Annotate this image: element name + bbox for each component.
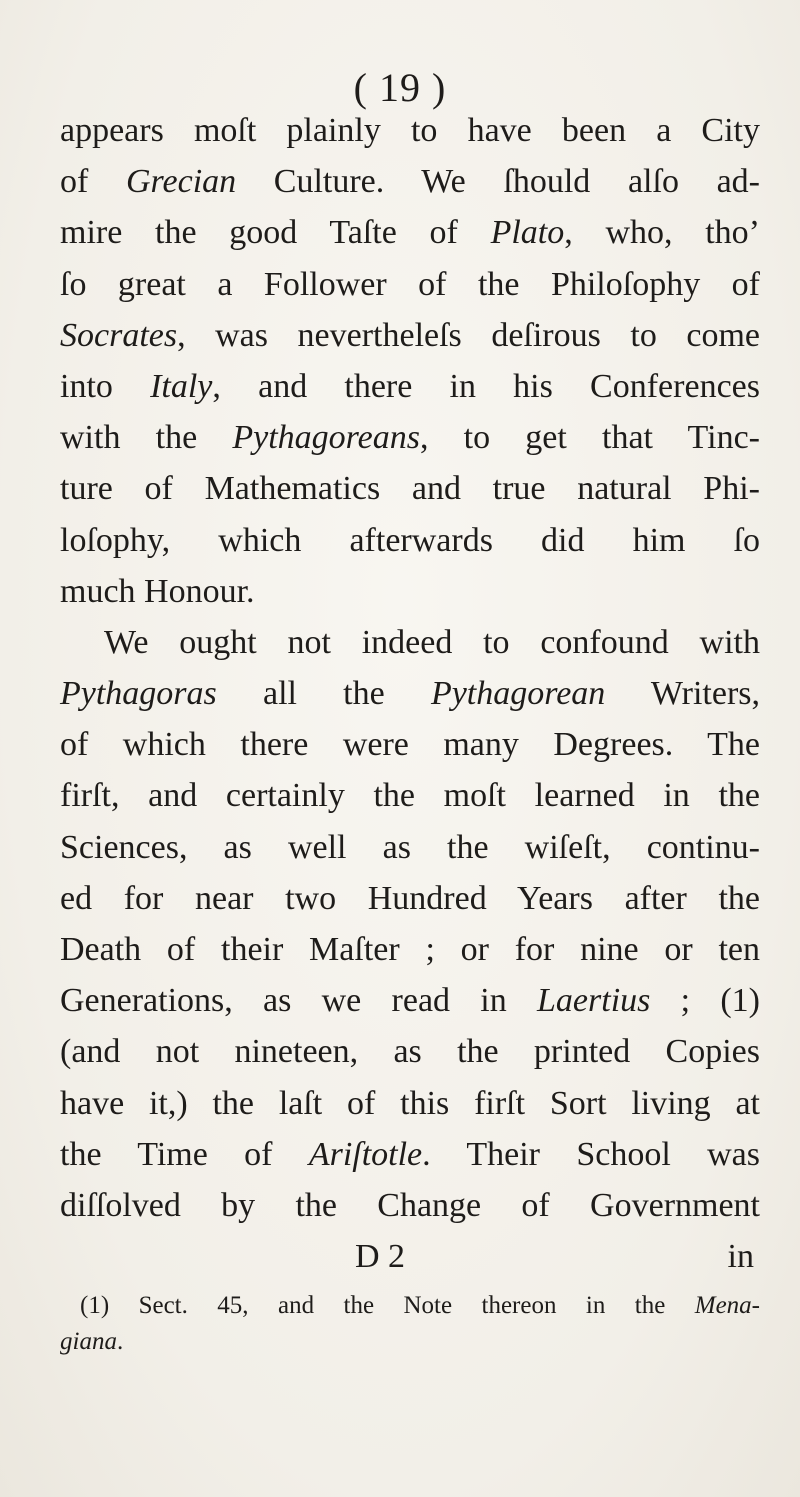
italic-text: Ariſtotle [308, 1135, 423, 1173]
text-run: ſo great a Follower of the Philoſophy of [60, 265, 760, 303]
text-run: (1) Sect. 45, and the Note thereon in the [80, 1292, 695, 1319]
text-run: (and not nineteen, as the printed Copies [60, 1033, 760, 1071]
text-line [60, 105, 760, 156]
italic-text: Pythagorean [430, 675, 606, 713]
text-run: , and there in his Conferences [212, 367, 760, 405]
text-run: the Time of [60, 1135, 309, 1173]
italic-text: Socrates [60, 316, 178, 354]
text-run: Sciences, as well as the wiſeſt, continu- [60, 828, 760, 866]
text-run: much Honour. [60, 572, 255, 610]
italic-text: Plato [490, 214, 565, 252]
text-run: Writers, [605, 675, 760, 713]
text-run: . [116, 1328, 124, 1355]
text-line [60, 566, 760, 617]
text-line [60, 207, 760, 258]
text-run: Death of their Maſter ; or for nine or ten [60, 931, 760, 968]
text-line [60, 617, 760, 668]
text-line [60, 873, 760, 924]
text-line [60, 515, 760, 566]
text-run: into [60, 367, 151, 405]
italic-text: Laertius [537, 982, 651, 1020]
italic-text: giana [60, 1328, 117, 1355]
italic-text: Italy [150, 367, 213, 405]
text-line [60, 361, 760, 412]
text-line [60, 310, 760, 361]
text-line [60, 1129, 760, 1180]
text-run: diſſolved by the Change of Government [60, 1186, 760, 1224]
text-line [60, 463, 760, 514]
italic-text: Mena- [694, 1292, 760, 1319]
text-run: of [60, 163, 126, 201]
text-run: , was nevertheleſs deſirous to come [177, 316, 760, 354]
text-run: firſt, and certainly the moſt learned in the [60, 777, 760, 815]
text-run: Culture. We ſhould alſo ad- [236, 163, 760, 201]
text-line [60, 1078, 760, 1129]
text-run: appears moſt plainly to have been a City [60, 112, 760, 149]
text-run: We ought not indeed to confound with [104, 623, 760, 661]
text-run: Generations, as we read in [60, 982, 538, 1020]
text-line [60, 975, 760, 1026]
text-run: , to get that Tinc- [419, 419, 760, 457]
text-line [60, 412, 760, 463]
text-line [60, 1180, 760, 1231]
signature-mark: D 2 [355, 1238, 406, 1276]
italic-text: Pythagoreans [232, 419, 420, 457]
text-run: mire the good Taſte of [60, 214, 491, 252]
page-number: ( 19 ) [353, 65, 447, 110]
text-run: of which there were many Degrees. The [60, 726, 760, 764]
text-run: all the [216, 675, 431, 713]
text-line [60, 156, 760, 207]
footnote-line [60, 1324, 760, 1360]
footnote [60, 1288, 760, 1360]
italic-text: Pythagoras [60, 675, 217, 713]
text-run: with the [60, 419, 233, 457]
text-line [60, 259, 760, 310]
signature-line [60, 1231, 760, 1282]
text-line [60, 719, 760, 770]
text-line [60, 924, 760, 975]
text-line [60, 668, 760, 719]
italic-text: Grecian [125, 163, 237, 201]
footnote-line [60, 1288, 760, 1324]
main-text [60, 105, 760, 1282]
text-line [60, 1026, 760, 1077]
text-run: ture of Mathematics and true natural Phi- [60, 470, 760, 508]
text-line [60, 822, 760, 873]
text-run: ; (1) [650, 982, 760, 1020]
text-run: have it,) the laſt of this firſt Sort living at [60, 1084, 760, 1122]
text-run: . Their School was [422, 1135, 760, 1173]
catchword: in [727, 1238, 754, 1276]
text-line [60, 770, 760, 821]
text-run: , who, tho’ [564, 214, 760, 252]
text-run: loſophy, which afterwards did him ſo [60, 521, 760, 559]
text-run: ed for near two Hundred Years after the [60, 879, 760, 917]
